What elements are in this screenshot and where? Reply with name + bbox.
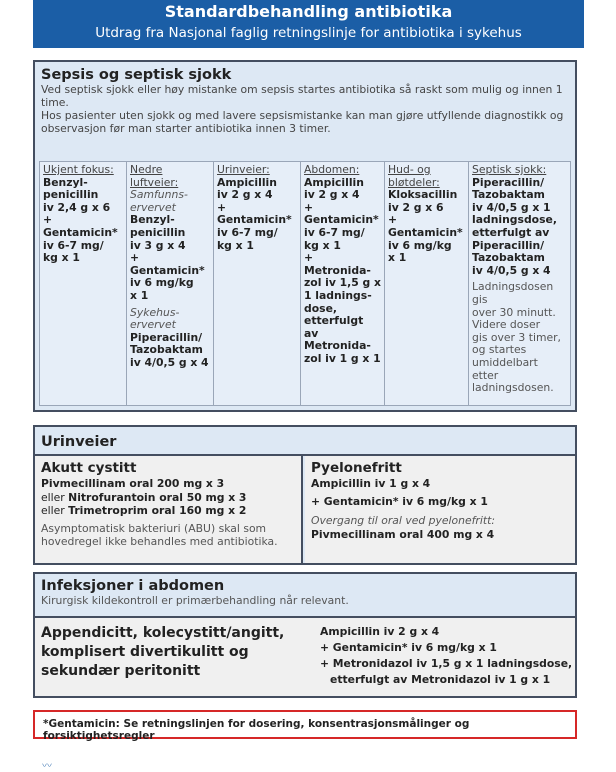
sepsis-intro-2: Hos pasienter uten sjokk og med lavere sepsismistanke kan man gjøre utfyllende diagnostikk og observasjon før man starter antibiotika innen 3 timer. bbox=[41, 109, 564, 135]
sepsis-section bbox=[33, 60, 577, 412]
treatment-line: + Gentamicin* iv 6 mg/kg x 1 bbox=[320, 641, 497, 654]
akutt-cystitt-title: Akutt cystitt bbox=[41, 460, 137, 476]
or-text: eller bbox=[41, 504, 69, 517]
pyelo-line: Ampicillin iv 1 g x 4 bbox=[311, 477, 431, 490]
abdomen-treatment bbox=[320, 624, 572, 688]
gentamicin-footnote: *Gentamicin: Se retningslinjen for dosering, konsentrasjonsmålinger og forsiktighetsregler bbox=[33, 710, 577, 739]
col-ukjent-fokus bbox=[40, 162, 127, 405]
or-text: eller bbox=[41, 490, 69, 504]
col-urinveier bbox=[214, 162, 301, 405]
col-hud-blotdeler bbox=[385, 162, 469, 405]
col-head: Ukjent fokus: bbox=[43, 163, 114, 176]
col-body: Kloksacillin iv 2 g x 6 + Gentamicin* iv 6 mg/kg x 1 bbox=[388, 188, 463, 265]
abdomen-desc: Kirurgisk kildekontroll er primærbehandling når relevant. bbox=[41, 594, 349, 607]
pyelonefritt-title: Pyelonefritt bbox=[311, 460, 402, 476]
logo-icon: 〰 bbox=[42, 761, 52, 772]
treatment-line: + Metronidazol iv 1,5 g x 1 ladningsdose, bbox=[320, 657, 573, 670]
col-body: Piperacillin/ Tazobaktam iv 4/0,5 g x 1 ladningsdose, etterfulgt av Piperacillin/ Tazobaktam iv 4/0,5 g x 4 bbox=[472, 175, 557, 277]
urinveier-section bbox=[33, 425, 577, 565]
sepsis-intro-1: Ved septisk sjokk eller høy mistanke om sepsis startes antibiotika så raskt som mulig og innen 1 time. bbox=[41, 83, 563, 109]
sepsis-title: Sepsis og septisk sjokk bbox=[41, 67, 232, 83]
abu-note: Asymptomatisk bakteriuri (ABU) skal som hovedregel ikke behandles med antibiotika. bbox=[41, 521, 278, 548]
col-body: Piperacillin/ Tazobaktam iv 4/0,5 g x 4 bbox=[130, 330, 209, 369]
col-note: Ladningsdosen gis over 30 minutt. Videre doser gis over 3 timer, og startes umiddelbart etter ladningsdosen. bbox=[472, 280, 561, 395]
page-subtitle: Utdrag fra Nasjonal faglig retningslinje for antibiotika i sykehus bbox=[95, 25, 522, 41]
pyelo-line: + Gentamicin* iv 6 mg/kg x 1 bbox=[311, 494, 488, 508]
abdomen-conditions: Appendicitt, kolecystitt/angitt, komplisert divertikulitt og sekundær peritonitt bbox=[41, 625, 285, 679]
page-header bbox=[33, 0, 584, 48]
sepsis-columns bbox=[39, 161, 571, 406]
col-sub: Sykehus- ervervet bbox=[130, 305, 180, 332]
col-septisk-sjokk bbox=[469, 162, 570, 405]
pyelo-line: Pivmecillinam oral 400 mg x 4 bbox=[311, 527, 495, 541]
col-body: Benzyl- penicillin iv 2,4 g x 6 + Gentamicin* iv 6-7 mg/ kg x 1 bbox=[43, 175, 118, 265]
pyelonefritt-panel bbox=[305, 456, 575, 563]
col-head: Hud- og bløtdeler: bbox=[388, 163, 440, 189]
abdomen-title: Infeksjoner i abdomen bbox=[41, 578, 225, 594]
col-head: Septisk sjokk: bbox=[472, 163, 547, 176]
col-nedre-luftveier bbox=[127, 162, 214, 405]
cystitt-line: Trimetroprim oral 160 mg x 2 bbox=[68, 504, 247, 517]
col-head: Urinveier: bbox=[217, 163, 270, 176]
col-head: Abdomen: bbox=[304, 163, 360, 176]
col-sub: Samfunns- ervervet bbox=[130, 188, 188, 214]
treatment-line: etterfulgt av Metronidazol iv 1 g x 1 bbox=[330, 673, 551, 686]
page-title: Standardbehandling antibiotika bbox=[164, 2, 453, 21]
col-head: Nedre luftveier: bbox=[130, 163, 179, 189]
abdomen-section bbox=[33, 572, 577, 698]
col-body: Benzyl- penicillin iv 3 g x 4 + Gentamicin* iv 6 mg/kg x 1 bbox=[130, 213, 205, 302]
cystitt-line: Pivmecillinam oral 200 mg x 3 bbox=[41, 477, 225, 490]
akutt-cystitt-panel bbox=[35, 456, 303, 563]
treatment-line: Ampicillin iv 2 g x 4 bbox=[320, 625, 440, 638]
oral-transition-note: Overgang til oral ved pyelonefritt: bbox=[311, 514, 495, 527]
urinveier-title: Urinveier bbox=[41, 434, 117, 450]
col-abdomen bbox=[301, 162, 385, 405]
col-body: Ampicillin iv 2 g x 4 + Gentamicin* iv 6-7 mg/ kg x 1 + Metronida- zol iv 1,5 g x 1 ladnings- dose, etterfulgt av Metronida- zol iv 1 g x 1 bbox=[304, 175, 381, 365]
col-body: Ampicillin iv 2 g x 4 + Gentamicin* iv 6-7 mg/ kg x 1 bbox=[217, 175, 292, 252]
cystitt-line: Nitrofurantoin oral 50 mg x 3 bbox=[68, 490, 247, 504]
